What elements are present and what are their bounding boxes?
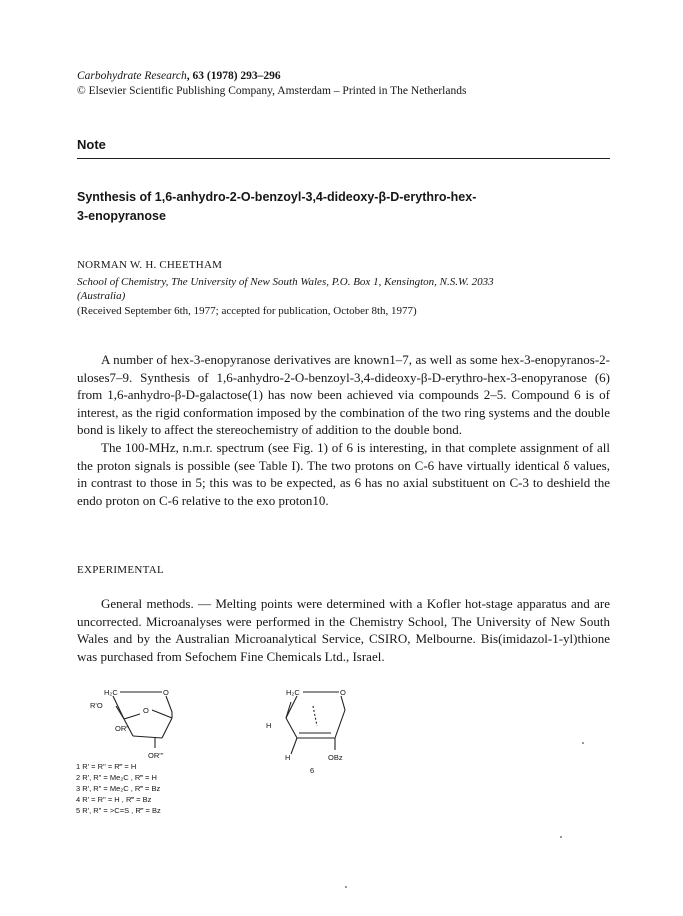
legend-item: 5 R', R" = >C=S , R‴ = Bz xyxy=(76,806,161,815)
left-o-ring-label: O xyxy=(143,706,149,715)
experimental-paragraph-1: General methods. — Melting points were determined with a Kofler hot-stage apparatus and are uncorrected. Microanalyses were performed in the Chemistry School, The University of New South Wales and by the Australian Microanalytical Service, CSIRO, Melbourne. Bis(imidazol-1-yl)thione was purchased from Sefochem Fine Chemicals Ltd., Israel. xyxy=(77,596,610,664)
right-h2c-label: H₂C xyxy=(286,688,300,697)
scan-speck xyxy=(560,836,562,838)
compound-legend xyxy=(76,761,161,816)
body-paragraph-1: A number of hex-3-enopyranose derivatives are known1–7, as well as some hex-3-enopyranos-2-uloses7–9. Synthesis of 1,6-anhydro-2-O-benzoyl-3,4-dideoxy-β-D-erythro-hex-3-enopyranose (6) from 1,6-anhydro-β-D-galactose(1) has now been achieved via compounds 2–5. Compound 6 is of interest, as the rigid conformation imposed by the combination of the two ring systems and the double bond is likely to affect the stereochemistry of addition to the double bond. xyxy=(77,352,610,438)
affiliation-line-2: (Australia) xyxy=(77,290,126,302)
author-name: NORMAN W. H. CHEETHAM xyxy=(77,259,223,271)
scan-speck xyxy=(582,742,584,744)
received-dates: (Received September 6th, 1977; accepted for publication, October 8th, 1977) xyxy=(77,305,417,317)
structure-compounds-1-5 xyxy=(80,686,200,766)
legend-item: 2 R', R" = Me₂C , R‴ = H xyxy=(76,773,157,782)
legend-item: 4 R' = R" = H , R‴ = Bz xyxy=(76,795,152,804)
left-or2-label: OR" xyxy=(115,724,129,733)
title-line-1: Synthesis of 1,6-anhydro-2-O-benzoyl-3,4-dideoxy-β-D-erythro-hex- xyxy=(77,190,477,204)
journal-citation xyxy=(77,69,281,84)
journal-reference: , 63 (1978) 293–296 xyxy=(186,70,281,82)
experimental-body xyxy=(77,595,610,665)
body-paragraph-2: The 100-MHz, n.m.r. spectrum (see Fig. 1) of 6 is interesting, in that complete assignment of all the proton signals is possible (see Table I). The two protons on C-6 have virtually identical δ values, in contrast to those in 5; this was to be expected, as 6 has no axial substituent on C-3 to deshield the endo proton on C-6 relative to the exo proton10. xyxy=(77,439,610,508)
scan-speck xyxy=(345,886,347,888)
structure-compound-6 xyxy=(255,686,375,776)
journal-name: Carbohydrate Research xyxy=(77,70,187,82)
title-line-2: 3-enopyranose xyxy=(77,209,166,223)
legend-item: 1 R' = R" = R‴ = H xyxy=(76,762,137,771)
compound-6-number: 6 xyxy=(310,766,315,775)
right-h-bottom-label: H xyxy=(285,753,291,762)
right-h-left-label: H xyxy=(266,721,272,730)
section-divider xyxy=(77,158,610,159)
article-title xyxy=(77,188,617,226)
article-body xyxy=(77,351,610,509)
left-r1o-label: R'O xyxy=(90,701,103,710)
left-or3-label: OR''' xyxy=(148,751,164,760)
right-o-top-label: O xyxy=(340,688,346,697)
section-label: Note xyxy=(77,137,106,152)
left-o-top-label: O xyxy=(163,688,169,697)
right-obz-label: OBz xyxy=(328,753,343,762)
left-h2c-label: H₂C xyxy=(104,688,118,697)
affiliation xyxy=(77,275,617,303)
experimental-heading: EXPERIMENTAL xyxy=(77,564,165,576)
legend-item: 3 R', R" = Me₂C , R‴ = Bz xyxy=(76,784,161,793)
copyright-line: © Elsevier Scientific Publishing Company, Amsterdam – Printed in The Netherlands xyxy=(77,85,467,97)
affiliation-line-1: School of Chemistry, The University of New South Wales, P.O. Box 1, Kensington, N.S.W. 2033 xyxy=(77,276,494,288)
